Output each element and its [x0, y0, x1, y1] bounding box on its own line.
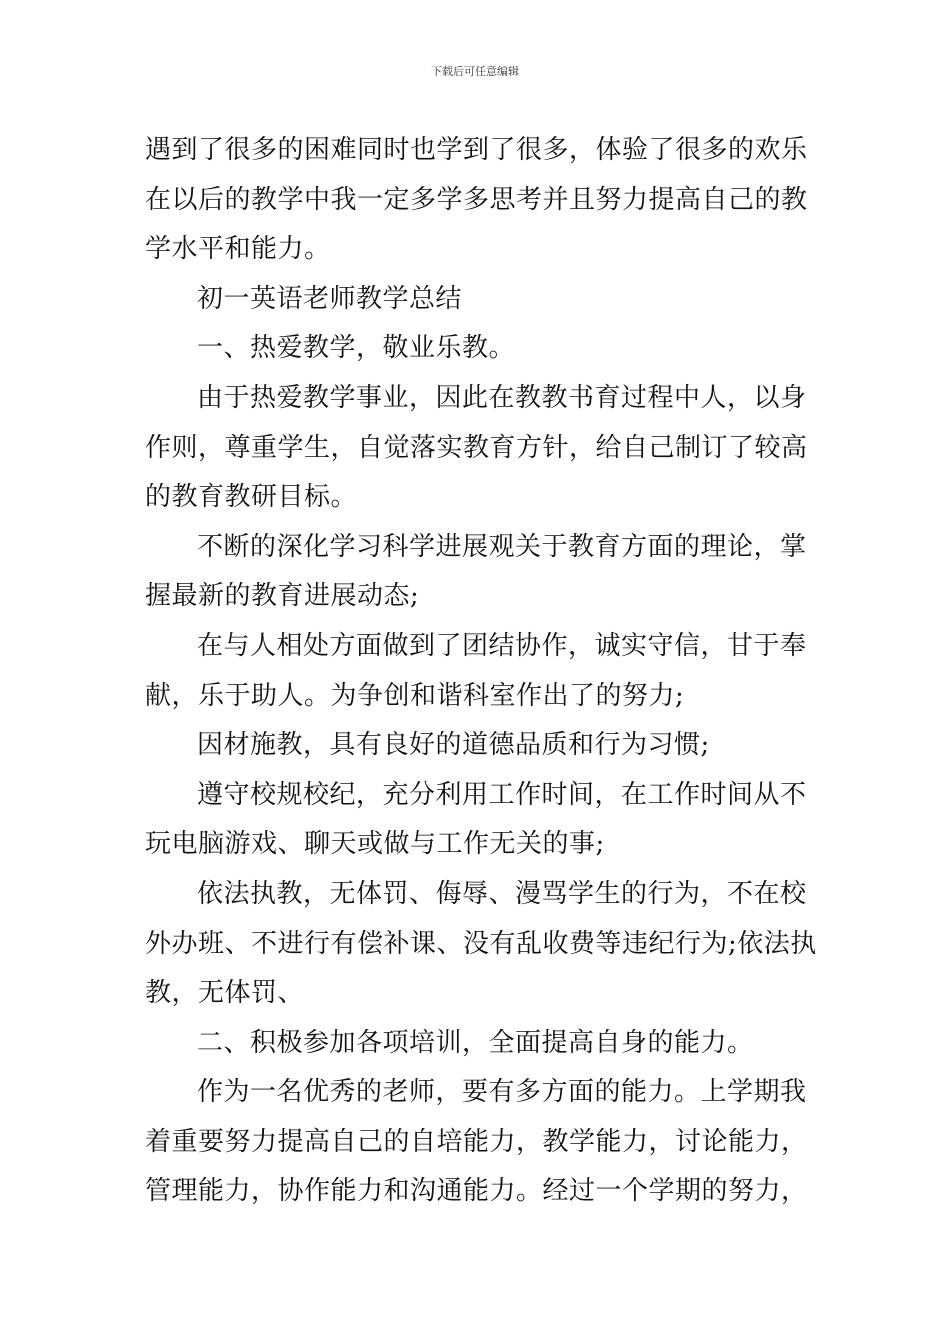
text-line: 玩电脑游戏、聊天或做与工作无关的事;	[145, 829, 605, 860]
document-body	[145, 126, 817, 1217]
text-line: 作则，尊重学生，自觉落实教育方针，给自己制订了较高	[145, 432, 808, 463]
text-line: 着重要努力提高自己的自培能力，教学能力，讨论能力，	[145, 1126, 808, 1157]
section-title: 初一英语老师教学总结	[197, 283, 463, 314]
text-line: 教，无体罚、	[145, 978, 305, 1009]
text-line: 依法执教，无体罚、侮辱、漫骂学生的行为，不在校	[197, 878, 807, 909]
text-line: 外办班、不进行有偿补课、没有乱收费等违纪行为;依法执	[145, 928, 817, 959]
text-line: 管理能力，协作能力和沟通能力。经过一个学期的努力，	[145, 1176, 808, 1207]
text-line: 献，乐于助人。为争创和谐科室作出了的努力;	[145, 680, 685, 711]
section-heading: 二、积极参加各项培训，全面提高自身的能力。	[197, 1027, 754, 1058]
text-line: 由于热爱教学事业，因此在教教书育过程中人，以身	[197, 382, 807, 413]
text-line: 遇到了很多的困难同时也学到了很多，体验了很多的欢乐	[145, 135, 808, 165]
text-line: 学水平和能力。	[145, 234, 331, 265]
text-line: 在以后的教学中我一定多学多思考并且努力提高自己的教	[145, 184, 808, 215]
text-line: 握最新的教育进展动态;	[145, 581, 420, 612]
text-line: 遵守校规校纪，充分利用工作时间，在工作时间从不	[197, 779, 807, 810]
section-heading: 一、热爱教学，敬业乐教。	[197, 333, 516, 364]
text-line: 因材施教，具有良好的道德品质和行为习惯;	[197, 730, 710, 761]
page-header: 下载后可任意编辑	[431, 65, 519, 78]
text-line: 作为一名优秀的老师，要有多方面的能力。上学期我	[197, 1077, 807, 1108]
text-line: 的教育教研目标。	[145, 482, 358, 513]
text-line: 不断的深化学习科学进展观关于教育方面的理论，掌	[197, 531, 807, 562]
text-line: 在与人相处方面做到了团结协作，诚实守信，甘于奉	[197, 630, 807, 661]
